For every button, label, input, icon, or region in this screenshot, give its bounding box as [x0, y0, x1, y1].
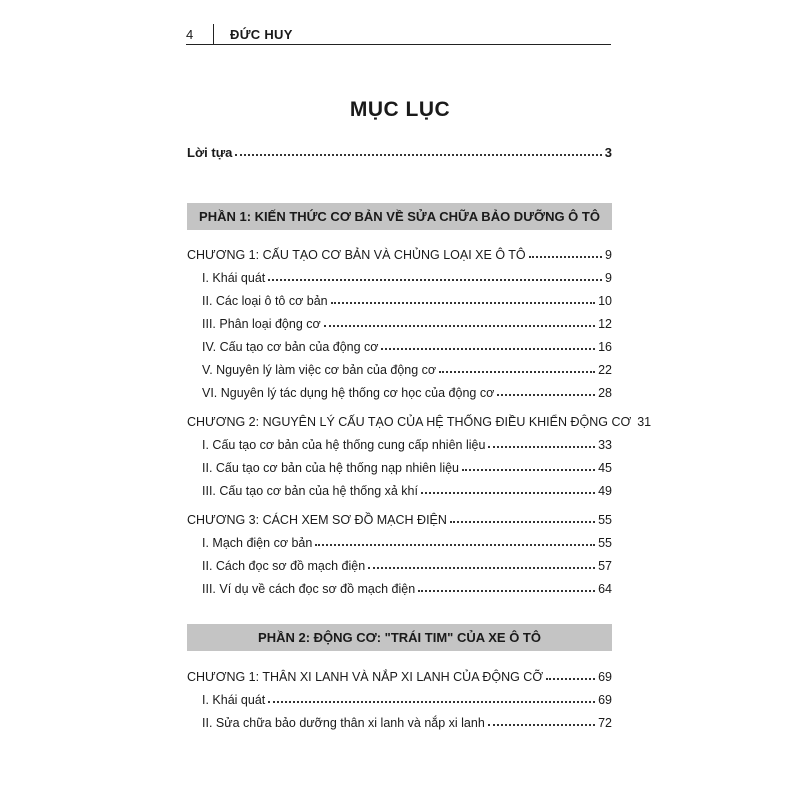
toc-section-entry[interactable]	[202, 265, 612, 285]
toc-section-entry[interactable]	[202, 530, 612, 550]
toc-entry-label: CHƯƠNG 2: NGUYÊN LÝ CẤU TẠO CỦA HỆ THỐNG ĐIỀU KHIỂN ĐỘNG CƠ	[187, 415, 632, 429]
dot-leader	[546, 678, 595, 680]
dot-leader	[324, 325, 595, 327]
toc-chapter-entry[interactable]	[187, 664, 612, 684]
toc-entry-page: 12	[598, 317, 612, 331]
toc-entry-page: 69	[598, 693, 612, 707]
page-number: 4	[186, 27, 194, 42]
toc-entry-label: CHƯƠNG 1: CẤU TẠO CƠ BẢN VÀ CHỦNG LOẠI XE Ô TÔ	[187, 248, 526, 262]
toc-entry-page: 72	[598, 716, 612, 730]
toc-entry-label: II. Các loại ô tô cơ bản	[202, 294, 328, 308]
dot-leader	[368, 567, 595, 569]
dot-leader	[418, 590, 595, 592]
part-heading: PHẦN 2: ĐỘNG CƠ: "TRÁI TIM" CỦA XE Ô TÔ	[187, 624, 612, 651]
toc-entry-page: 69	[598, 670, 612, 684]
toc-entry-page: 31	[637, 415, 652, 429]
toc-section-entry[interactable]	[202, 311, 612, 331]
toc-section-entry[interactable]	[202, 553, 612, 573]
toc-section-entry[interactable]	[202, 288, 612, 308]
toc-entry-page: 9	[605, 248, 612, 262]
toc-entry-label: I. Mạch điện cơ bản	[202, 536, 313, 550]
toc-entry-preface[interactable]	[187, 140, 612, 160]
toc-entry-page: 33	[598, 438, 612, 452]
toc-section-entry[interactable]	[202, 357, 612, 377]
toc-section-entry[interactable]	[202, 334, 612, 354]
toc-chapter-entry[interactable]	[187, 409, 652, 429]
toc-entry-label: CHƯƠNG 3: CÁCH XEM SƠ ĐỒ MẠCH ĐIỆN	[187, 513, 447, 527]
toc-entry-label: I. Khái quát	[202, 693, 266, 707]
toc-entry-page: 22	[598, 363, 612, 377]
toc-section-entry[interactable]	[202, 478, 612, 498]
toc-entry-label: II. Sửa chữa bảo dưỡng thân xi lanh và nắp xi lanh	[202, 716, 485, 730]
toc-section-entry[interactable]	[202, 710, 612, 730]
dot-leader	[381, 348, 595, 350]
dot-leader	[497, 394, 595, 396]
toc-entry-page: 3	[604, 145, 612, 160]
author-name: ĐỨC HUY	[230, 27, 293, 42]
dot-leader	[268, 701, 595, 703]
toc-section-entry[interactable]	[202, 576, 612, 596]
dot-leader	[235, 154, 601, 156]
toc-entry-page: 9	[605, 271, 612, 285]
dot-leader	[529, 256, 602, 258]
toc-entry-page: 28	[598, 386, 612, 400]
toc-entry-page: 10	[598, 294, 612, 308]
dot-leader	[331, 302, 595, 304]
toc-entry-label: V. Nguyên lý làm việc cơ bản của động cơ	[202, 363, 437, 377]
toc-chapter-entry[interactable]	[187, 507, 612, 527]
dot-leader	[268, 279, 602, 281]
toc-entry-label: II. Cấu tạo cơ bản của hệ thống nạp nhiên liệu	[202, 461, 459, 475]
toc-section-entry[interactable]	[202, 455, 612, 475]
toc-entry-label: III. Cấu tạo cơ bản của hệ thống xả khí	[202, 484, 418, 498]
toc-section-entry[interactable]	[202, 687, 612, 707]
dot-leader	[488, 724, 595, 726]
toc-entry-page: 57	[598, 559, 612, 573]
toc-entry-label: III. Phân loại động cơ	[202, 317, 321, 331]
toc-entry-label: I. Cấu tạo cơ bản của hệ thống cung cấp nhiên liệu	[202, 438, 486, 452]
dot-leader	[450, 521, 595, 523]
toc-entry-page: 16	[598, 340, 612, 354]
dot-leader	[421, 492, 595, 494]
dot-leader	[462, 469, 595, 471]
dot-leader	[488, 446, 595, 448]
toc-section-entry[interactable]	[202, 380, 612, 400]
header-divider	[213, 24, 214, 44]
dot-leader	[315, 544, 595, 546]
toc-entry-page: 45	[598, 461, 612, 475]
toc-entry-label: Lời tựa	[187, 145, 233, 160]
toc-entry-label: II. Cách đọc sơ đồ mạch điện	[202, 559, 366, 573]
running-header	[186, 24, 611, 45]
toc-entry-label: VI. Nguyên lý tác dụng hệ thống cơ học của động cơ	[202, 386, 495, 400]
toc-entry-label: I. Khái quát	[202, 271, 266, 285]
toc-entry-label: IV. Cấu tạo cơ bản của động cơ	[202, 340, 379, 354]
toc-entry-page: 49	[598, 484, 612, 498]
part-heading: PHẦN 1: KIẾN THỨC CƠ BẢN VỀ SỬA CHỮA BẢO DƯỠNG Ô TÔ	[187, 203, 612, 230]
toc-entry-page: 64	[598, 582, 612, 596]
dot-leader	[439, 371, 595, 373]
toc-title: MỤC LỤC	[349, 98, 451, 121]
toc-chapter-entry[interactable]	[187, 242, 612, 262]
toc-entry-label: III. Ví dụ về cách đọc sơ đồ mạch điện	[202, 582, 416, 596]
toc-section-entry[interactable]	[202, 432, 612, 452]
toc-entry-page: 55	[598, 513, 612, 527]
toc-entry-label: CHƯƠNG 1: THÂN XI LANH VÀ NẮP XI LANH CỦA ĐỘNG CỠ	[187, 670, 544, 684]
toc-entry-page: 55	[598, 536, 612, 550]
